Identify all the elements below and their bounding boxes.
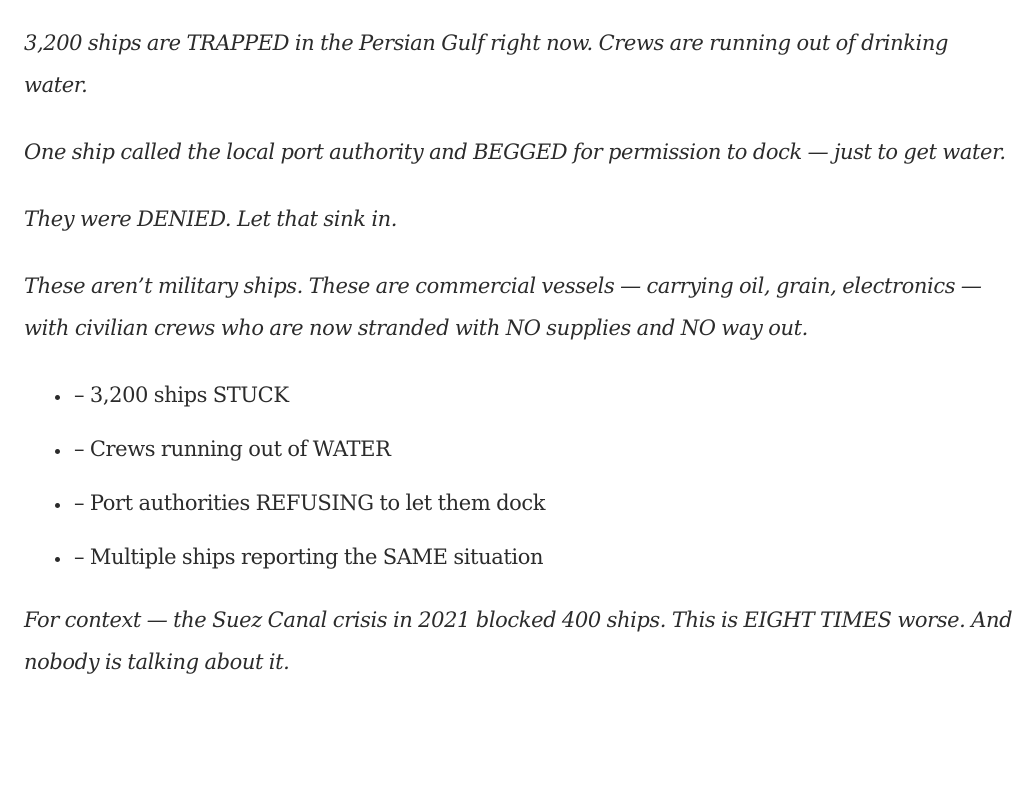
list-item: • – Port authorities REFUSING to let them dock [72, 482, 1014, 524]
paragraph-closing-context: For context — the Suez Canal crisis in 2021 blocked 400 ships. This is EIGHT TIMES worse. And nobody is talking about it. [24, 608, 1013, 674]
list-item: • – 3,200 ships STUCK [72, 374, 1014, 416]
paragraph-begged-to-dock: One ship called the local port authority and BEGGED for permission to dock — just to get water. [24, 140, 1006, 164]
bullet-list [24, 374, 1014, 578]
list-item: • – Crews running out of WATER [72, 428, 1014, 470]
paragraph-denied: They were DENIED. Let that sink in. [24, 207, 398, 231]
article-body [24, 22, 1014, 708]
paragraph-ships-trapped: 3,200 ships are TRAPPED in the Persian Gulf right now. Crews are running out of drinking water. [24, 31, 949, 97]
paragraph-commercial-vessels: These aren’t military ships. These are commercial vessels — carrying oil, grain, electronics — with civilian crews who are now stranded with NO supplies and NO way out. [24, 274, 982, 340]
list-item: • – Multiple ships reporting the SAME situation [72, 536, 1014, 578]
